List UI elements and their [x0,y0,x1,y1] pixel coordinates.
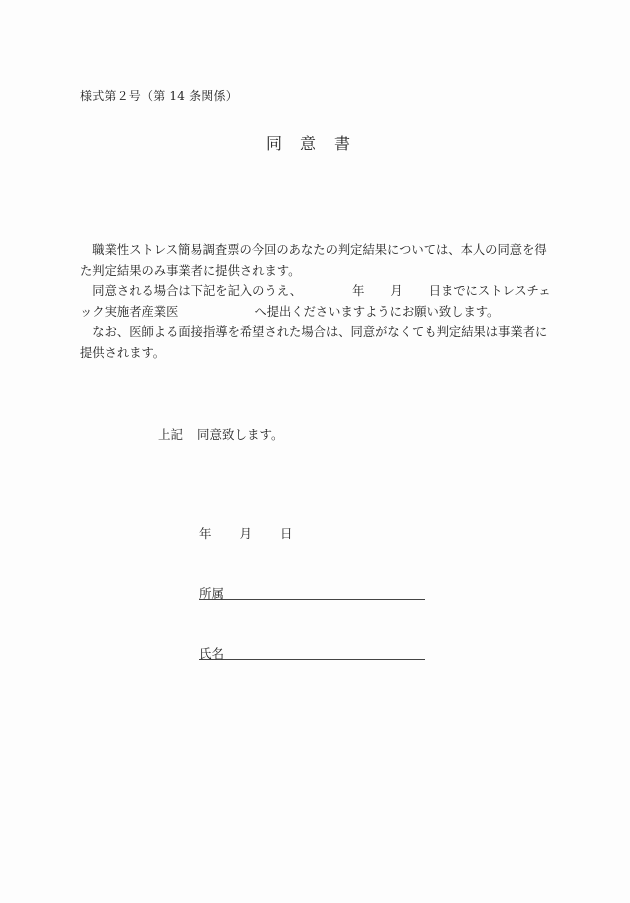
document-title: 同意書 [265,134,368,153]
consent-prefix: 上記 [158,427,184,442]
paragraph-1: 職業性ストレス簡易調査票の今回のあなたの判定結果については、本人の同意を得た判定結果のみ事業者に提供されます。 [80,243,547,278]
date-day-label: 日 [280,526,293,541]
name-field [199,644,425,660]
date-month-label: 月 [239,526,253,541]
consent-text: 同意致します。 [197,427,284,442]
deadline-month-label: 月 [390,284,403,299]
affiliation-label: 所属 [199,586,225,601]
name-label: 氏名 [199,646,225,661]
affiliation-field [199,584,425,600]
date-year-label: 年 [199,526,212,541]
paragraph-3: なお、医師よる面接指導を希望された場合は、同意がなくても判定結果は事業者に提供されます。 [80,325,548,360]
paragraph-2-part1: 同意される場合は下記を記入のうえ、 [92,284,303,299]
consent-statement [158,425,284,443]
paragraph-2-part2: 日までにストレスチェック実施者産業医 [80,284,551,319]
form-number: 様式第２号（第 14 条関係） [80,89,238,103]
body-text [80,240,554,364]
deadline-year-label: 年 [352,284,365,299]
paragraph-2-part3: へ提出くださいますようにお願い致します。 [254,304,500,319]
signature-date [199,524,293,542]
paragraph-2 [80,281,554,322]
